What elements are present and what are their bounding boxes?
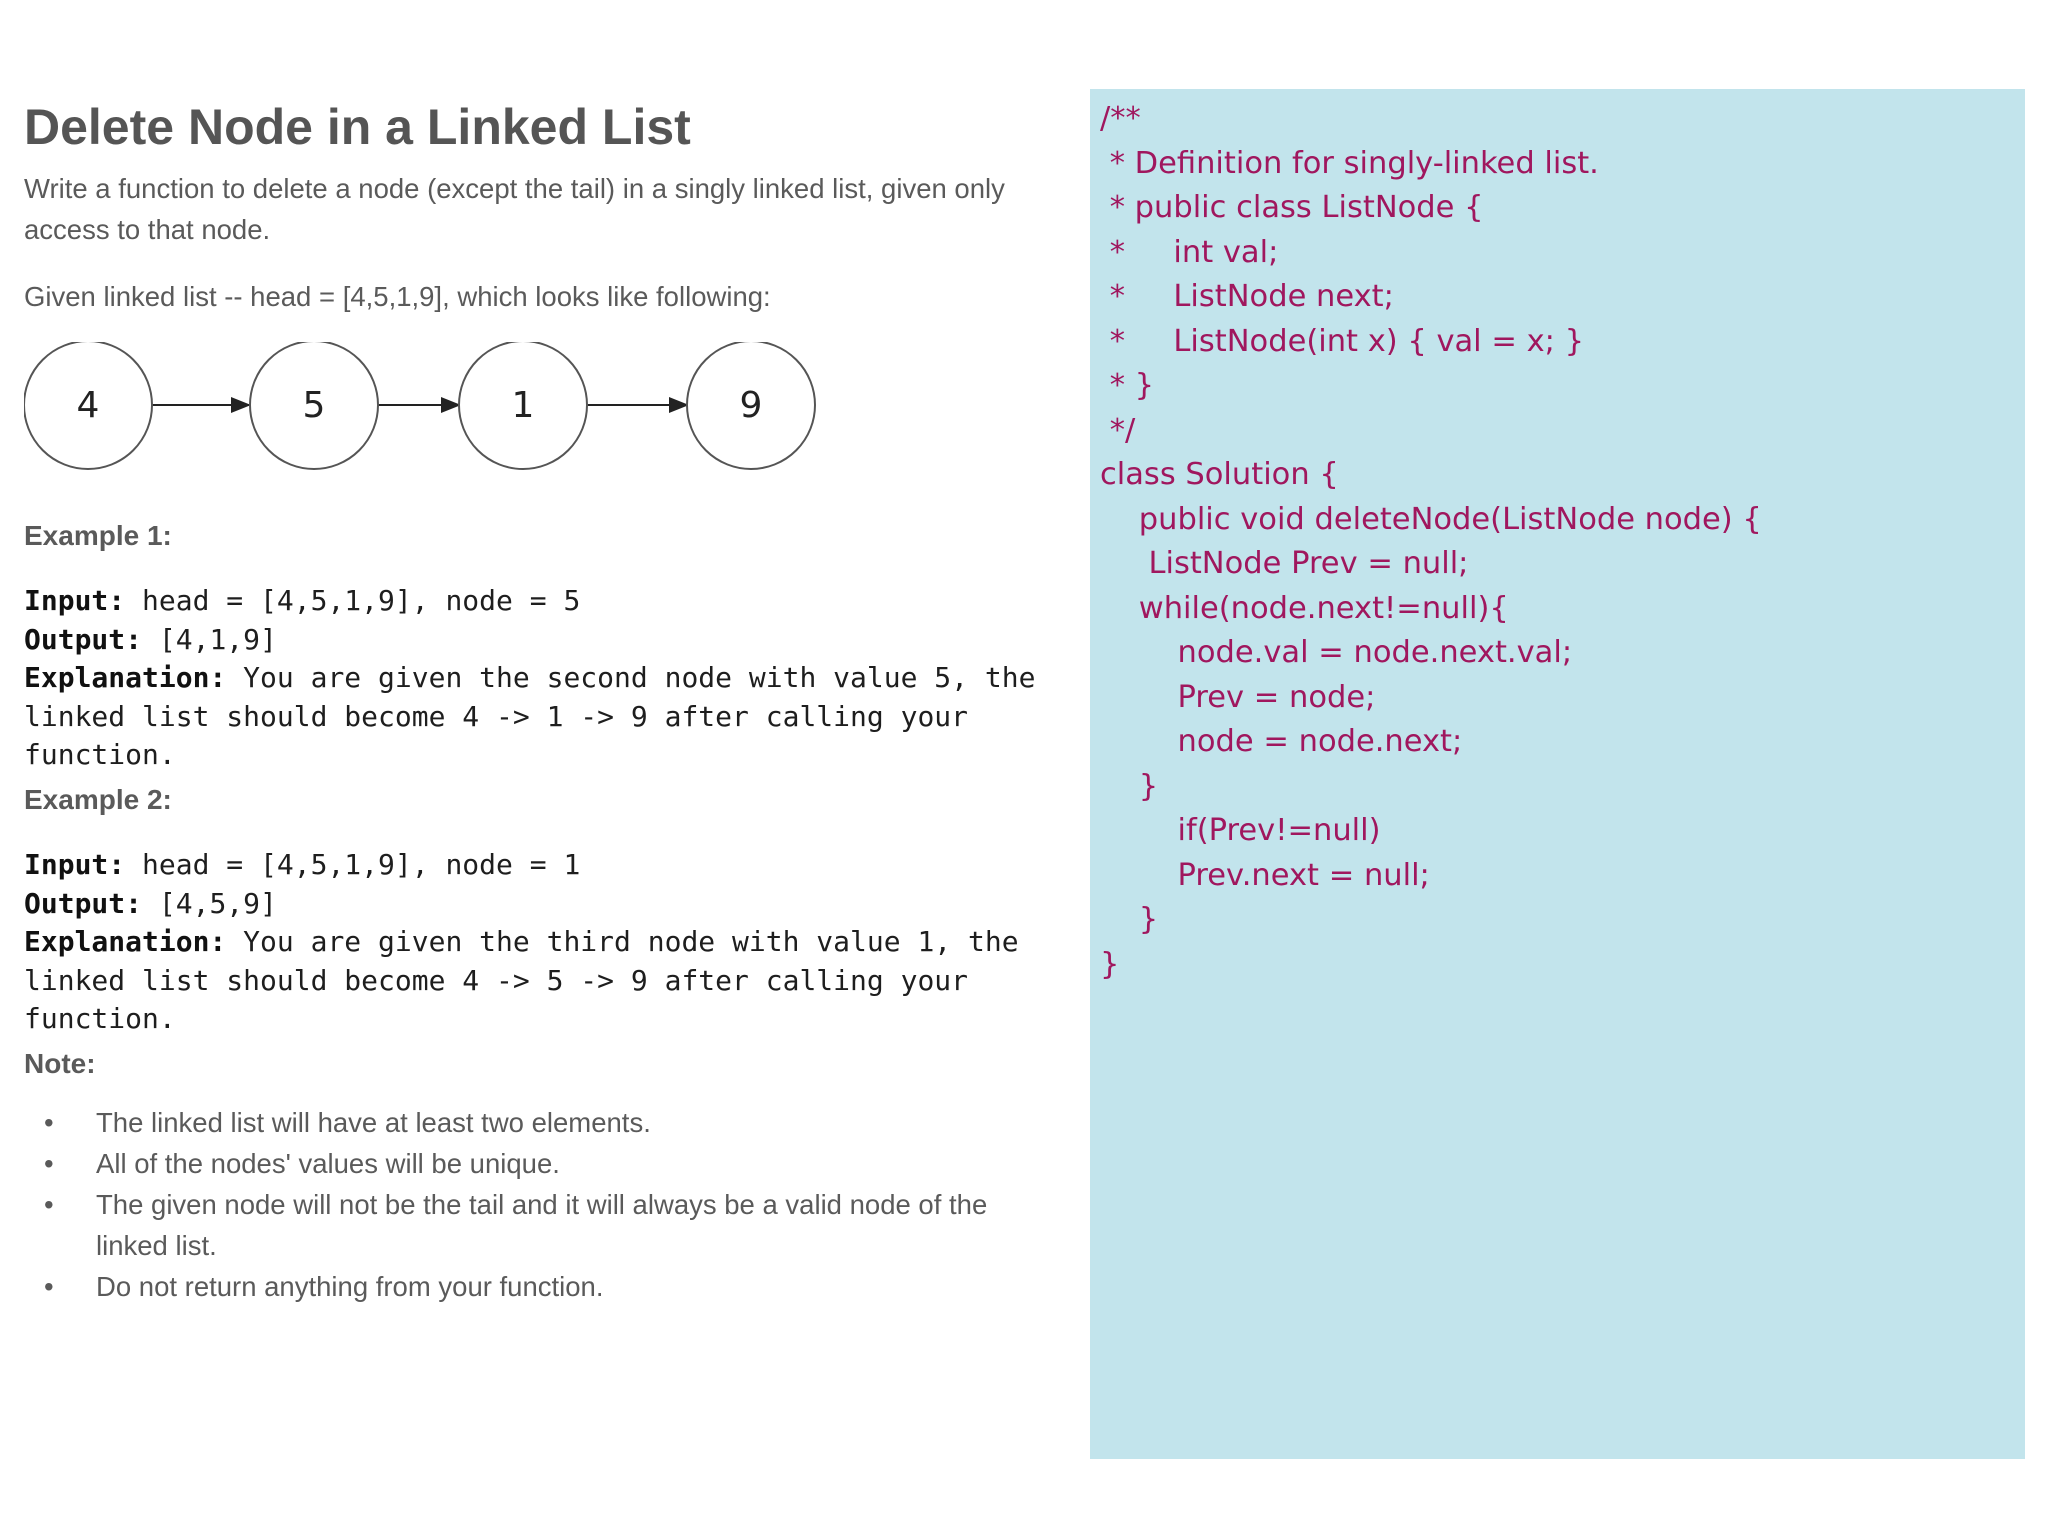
code-line: */ (1100, 412, 1136, 448)
input-value: head = [4,5,1,9], node = 5 (125, 584, 581, 617)
code-line: } (1100, 946, 1120, 982)
explanation-key: Explanation: (24, 661, 227, 694)
code-line: } (1100, 768, 1159, 804)
code-line: * } (1100, 368, 1155, 403)
example-input (24, 582, 1064, 621)
input-value: head = [4,5,1,9], node = 1 (125, 848, 581, 881)
code-line: * ListNode next; (1100, 279, 1394, 314)
code-block (1100, 97, 1762, 987)
example-explanation-cont: linked list should become 4 -> 1 -> 9 after calling your (24, 699, 969, 733)
code-line: * ListNode(int x) { val = x; } (1100, 323, 1585, 359)
example-explanation-cont: function. (24, 738, 176, 771)
output-value: [4,5,9] (142, 886, 277, 920)
example-explanation (24, 923, 1064, 962)
code-panel (1090, 89, 2025, 1459)
code-line: * int val; (1100, 234, 1279, 270)
explanation-text: You are given the third node with value 1, the (226, 925, 1019, 958)
code-line: Prev = node; (1100, 679, 1376, 715)
code-line: public void deleteNode(ListNode node) { (1100, 501, 1762, 537)
example-output (24, 885, 1064, 924)
code-line: while(node.next!=null){ (1100, 590, 1509, 626)
code-line: /** (1100, 101, 1141, 136)
code-line: * public class ListNode { (1100, 190, 1484, 225)
code-line: * Definition for singly-linked list. (1100, 145, 1599, 181)
list-node-value: 5 (302, 385, 326, 426)
given-text: Given linked list -- head = [4,5,1,9], which looks like following: (24, 281, 771, 312)
output-key: Output: (24, 886, 143, 920)
list-node-value: 9 (739, 385, 763, 426)
code-line: node = node.next; (1100, 724, 1463, 759)
linked-list-diagram (24, 342, 844, 482)
problem-description (24, 92, 1064, 1302)
bullet-icon: • (44, 1107, 54, 1138)
code-line: ListNode Prev = null; (1100, 546, 1469, 581)
code-line: class Solution { (1100, 457, 1339, 492)
list-item (24, 1184, 1044, 1266)
list-node-value: 4 (76, 385, 100, 426)
page-title: Delete Node in a Linked List (24, 99, 691, 155)
list-item (24, 1143, 1044, 1184)
explanation-text: You are given the second node with value 5, the (226, 661, 1036, 694)
code-line: } (1100, 902, 1159, 937)
list-item (24, 1102, 1044, 1143)
list-item (24, 1266, 1044, 1307)
example-explanation (24, 659, 1064, 698)
example-explanation-cont: linked list should become 4 -> 5 -> 9 after calling your (24, 963, 969, 997)
notes-list (24, 1102, 1044, 1307)
code-line: if(Prev!=null) (1100, 813, 1381, 848)
example-2-block (24, 846, 1064, 1039)
bullet-icon: • (44, 1271, 54, 1302)
explanation-key: Explanation: (24, 925, 227, 958)
note-text: The linked list will have at least two elements. (96, 1107, 651, 1138)
note-text: The given node will not be the tail and it will always be a valid node of the linked list. (96, 1189, 988, 1261)
note-text: All of the nodes' values will be unique. (96, 1148, 560, 1179)
bullet-icon: • (44, 1148, 54, 1179)
input-key: Input: (24, 584, 126, 617)
example-1-block (24, 582, 1064, 775)
bullet-icon: • (44, 1189, 54, 1220)
output-value: [4,1,9] (142, 622, 277, 656)
input-key: Input: (24, 848, 126, 881)
code-line: node.val = node.next.val; (1100, 635, 1573, 670)
example-2-label: Example 2: (24, 784, 172, 815)
example-input (24, 846, 1064, 885)
example-explanation-cont: function. (24, 1002, 176, 1035)
note-label: Note: (24, 1048, 96, 1079)
note-text: Do not return anything from your function. (96, 1271, 604, 1302)
list-node-value: 1 (511, 385, 535, 426)
example-1-label: Example 1: (24, 520, 172, 551)
output-key: Output: (24, 622, 143, 656)
problem-intro: Write a function to delete a node (except the tail) in a singly linked list, given only access to that node. (24, 173, 1005, 245)
code-line: Prev.next = null; (1100, 857, 1430, 893)
example-output (24, 621, 1064, 660)
